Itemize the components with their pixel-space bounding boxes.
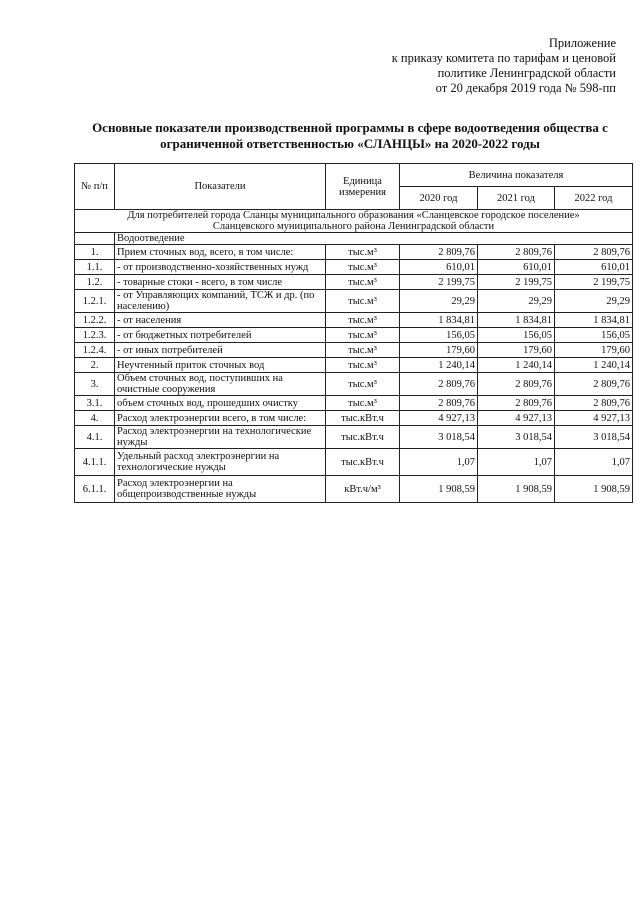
- row-number: 1.2.3.: [75, 328, 115, 343]
- row-value-2022: 2 809,76: [555, 396, 633, 411]
- row-value-2020: 1,07: [400, 449, 478, 476]
- subsection-num-cell: [75, 233, 115, 245]
- table-row: [75, 411, 633, 426]
- table-row: [75, 328, 633, 343]
- row-indicator: Расход электроэнергии на технологические нужды: [115, 426, 326, 449]
- row-indicator: - от производственно-хозяйственных нужд: [115, 260, 326, 275]
- table-row: [75, 373, 633, 396]
- row-value-2020: 4 927,13: [400, 411, 478, 426]
- section-heading: [75, 210, 633, 233]
- appendix-block: [316, 36, 616, 96]
- row-value-2021: 2 809,76: [478, 245, 555, 260]
- header-num: № п/п: [75, 164, 115, 210]
- row-value-2022: 179,60: [555, 343, 633, 358]
- appendix-line: политике Ленинградской области: [437, 66, 616, 80]
- row-unit: тыс.кВт.ч: [326, 426, 400, 449]
- row-unit: тыс.м³: [326, 275, 400, 290]
- row-number: 1.: [75, 245, 115, 260]
- appendix-line: к приказу комитета по тарифам и ценовой: [391, 51, 616, 65]
- appendix-line: от 20 декабря 2019 года № 598-пп: [435, 81, 616, 95]
- section-line: Для потребителей города Сланцы муниципального образования «Сланцевское городское поселение»: [127, 210, 580, 221]
- row-indicator: - от Управляющих компаний, ТСЖ и др. (по населению): [115, 290, 326, 313]
- header-year: 2020 год: [400, 187, 478, 210]
- row-unit: тыс.м³: [326, 290, 400, 313]
- row-number: 3.1.: [75, 396, 115, 411]
- row-number: 2.: [75, 358, 115, 373]
- row-unit: тыс.м³: [326, 396, 400, 411]
- row-value-2021: 1 908,59: [478, 476, 555, 503]
- row-unit: тыс.м³: [326, 358, 400, 373]
- row-number: 6.1.1.: [75, 476, 115, 503]
- row-indicator: - товарные стоки - всего, в том числе: [115, 275, 326, 290]
- row-value-2021: 1,07: [478, 449, 555, 476]
- row-indicator: Расход электроэнергии на общепроизводственные нужды: [115, 476, 326, 503]
- header-unit: Единица измерения: [326, 164, 400, 210]
- row-value-2020: 2 809,76: [400, 373, 478, 396]
- row-indicator: Неучтенный приток сточных вод: [115, 358, 326, 373]
- row-number: 4.1.: [75, 426, 115, 449]
- row-number: 4.: [75, 411, 115, 426]
- row-unit: тыс.кВт.ч: [326, 449, 400, 476]
- subsection-label: Водоотведение: [115, 233, 633, 245]
- row-unit: тыс.м³: [326, 328, 400, 343]
- row-value-2022: 1 834,81: [555, 313, 633, 328]
- row-value-2022: 29,29: [555, 290, 633, 313]
- row-number: 1.2.2.: [75, 313, 115, 328]
- row-value-2022: 1,07: [555, 449, 633, 476]
- table-row: [75, 275, 633, 290]
- table-row: [75, 245, 633, 260]
- row-value-2021: 29,29: [478, 290, 555, 313]
- row-value-2020: 610,01: [400, 260, 478, 275]
- row-value-2021: 3 018,54: [478, 426, 555, 449]
- row-value-2022: 4 927,13: [555, 411, 633, 426]
- row-value-2020: 2 809,76: [400, 245, 478, 260]
- table-row: [75, 343, 633, 358]
- table-row: [75, 426, 633, 449]
- row-number: 1.2.: [75, 275, 115, 290]
- row-unit: тыс.м³: [326, 373, 400, 396]
- header-group: Величина показателя: [400, 164, 633, 187]
- row-value-2022: 2 809,76: [555, 373, 633, 396]
- table-row: [75, 476, 633, 503]
- row-value-2021: 610,01: [478, 260, 555, 275]
- row-number: 1.1.: [75, 260, 115, 275]
- row-value-2022: 1 240,14: [555, 358, 633, 373]
- row-number: 4.1.1.: [75, 449, 115, 476]
- row-indicator: - от бюджетных потребителей: [115, 328, 326, 343]
- table-row: [75, 290, 633, 313]
- row-value-2020: 1 834,81: [400, 313, 478, 328]
- row-value-2021: 1 240,14: [478, 358, 555, 373]
- row-indicator: объем сточных вод, прошедших очистку: [115, 396, 326, 411]
- row-value-2022: 156,05: [555, 328, 633, 343]
- row-value-2020: 3 018,54: [400, 426, 478, 449]
- section-line: Сланцевского муниципального района Ленинградской области: [212, 221, 495, 232]
- row-value-2021: 179,60: [478, 343, 555, 358]
- header-name: Показатели: [115, 164, 326, 210]
- table-row: [75, 449, 633, 476]
- row-unit: кВт.ч/м³: [326, 476, 400, 503]
- row-indicator: - от иных потребителей: [115, 343, 326, 358]
- row-value-2022: 3 018,54: [555, 426, 633, 449]
- appendix-line: Приложение: [548, 36, 616, 50]
- row-indicator: - от населения: [115, 313, 326, 328]
- row-number: 3.: [75, 373, 115, 396]
- row-unit: тыс.м³: [326, 343, 400, 358]
- document-title: [70, 120, 630, 152]
- row-number: 1.2.1.: [75, 290, 115, 313]
- row-value-2021: 2 809,76: [478, 396, 555, 411]
- row-value-2022: 610,01: [555, 260, 633, 275]
- row-indicator: Расход электроэнергии всего, в том числе:: [115, 411, 326, 426]
- row-value-2020: 1 908,59: [400, 476, 478, 503]
- row-value-2022: 2 199,75: [555, 275, 633, 290]
- row-unit: тыс.кВт.ч: [326, 411, 400, 426]
- row-indicator: Удельный расход электроэнергии на технологические нужды: [115, 449, 326, 476]
- row-value-2022: 2 809,76: [555, 245, 633, 260]
- table-row: [75, 358, 633, 373]
- header-year: 2021 год: [478, 187, 555, 210]
- row-value-2020: 2 809,76: [400, 396, 478, 411]
- table-row: [75, 313, 633, 328]
- row-value-2021: 156,05: [478, 328, 555, 343]
- row-value-2020: 179,60: [400, 343, 478, 358]
- header-year: 2022 год: [555, 187, 633, 210]
- indicators-table: [74, 163, 633, 503]
- row-value-2021: 2 199,75: [478, 275, 555, 290]
- table-row: [75, 396, 633, 411]
- row-value-2020: 2 199,75: [400, 275, 478, 290]
- row-value-2020: 1 240,14: [400, 358, 478, 373]
- row-indicator: Объем сточных вод, поступивших на очистные сооружения: [115, 373, 326, 396]
- title-line: Основные показатели производственной программы в сфере водоотведения общества с: [92, 120, 608, 135]
- row-value-2021: 1 834,81: [478, 313, 555, 328]
- row-number: 1.2.4.: [75, 343, 115, 358]
- row-value-2022: 1 908,59: [555, 476, 633, 503]
- table-row: [75, 260, 633, 275]
- title-line: ограниченной ответственностью «СЛАНЦЫ» на 2020-2022 годы: [160, 136, 540, 151]
- row-unit: тыс.м³: [326, 245, 400, 260]
- row-indicator: Прием сточных вод, всего, в том числе:: [115, 245, 326, 260]
- row-unit: тыс.м³: [326, 313, 400, 328]
- row-unit: тыс.м³: [326, 260, 400, 275]
- row-value-2021: 2 809,76: [478, 373, 555, 396]
- row-value-2021: 4 927,13: [478, 411, 555, 426]
- row-value-2020: 29,29: [400, 290, 478, 313]
- row-value-2020: 156,05: [400, 328, 478, 343]
